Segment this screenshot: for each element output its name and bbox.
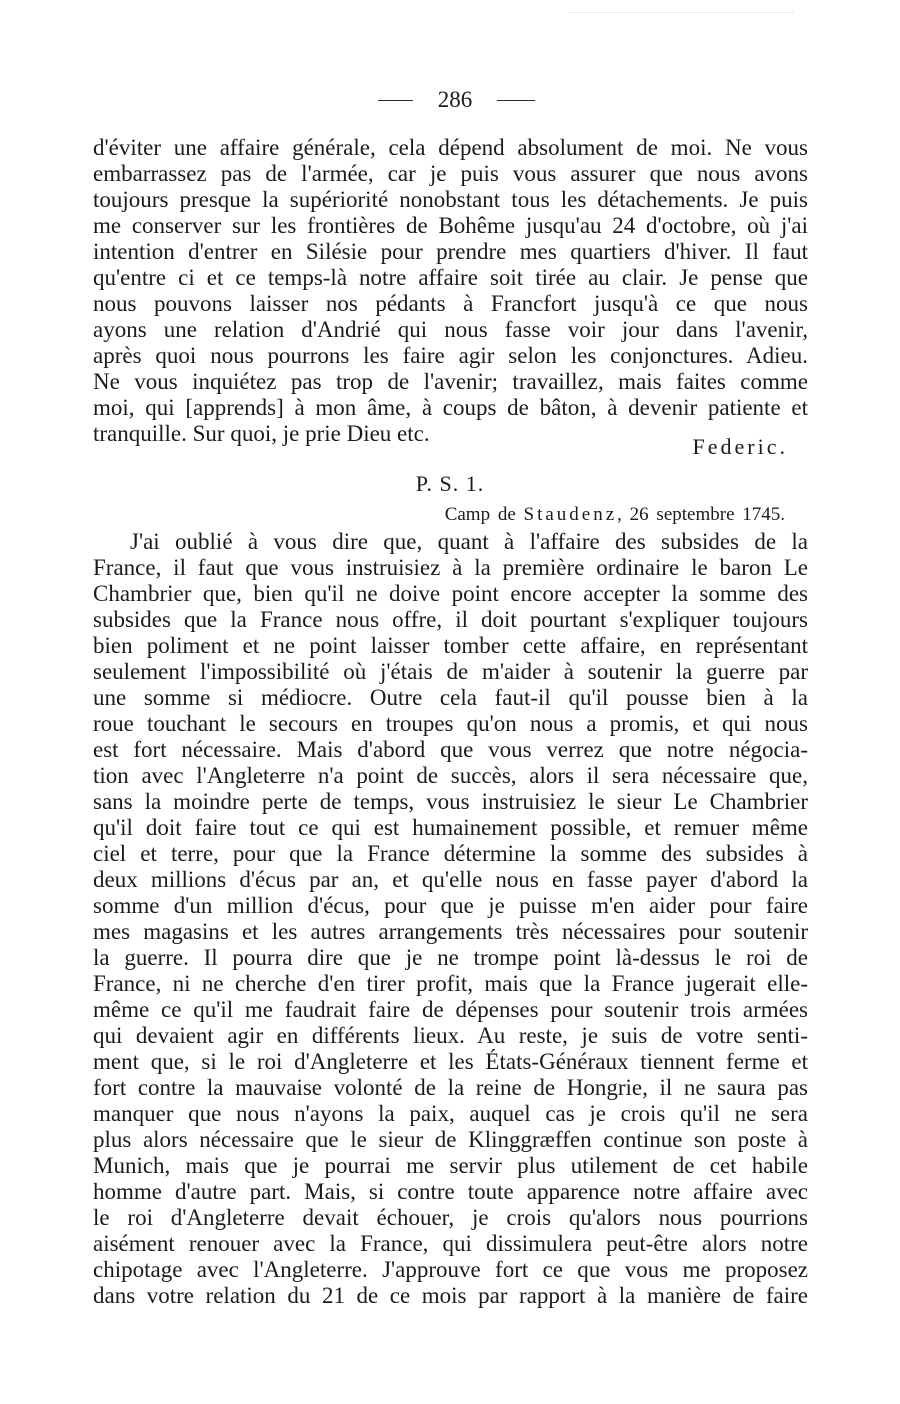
text-line: qu'entre ci et ce temps-là notre affaire soit tirée au clair. Je pense que: [93, 265, 808, 290]
text-line: bien poliment et ne point laisser tomber cette affaire, en représentant: [93, 633, 808, 658]
text-line: fort contre la mauvaise volonté de la reine de Hongrie, il ne saura pas: [93, 1075, 808, 1100]
text-line: Ne vous inquiétez pas trop de l'avenir; travaillez, mais faites comme: [93, 369, 808, 394]
text-line: deux millions d'écus par an, et qu'elle nous en fasse payer d'abord la: [93, 867, 808, 892]
text-line: dans votre relation du 21 de ce mois par rapport à la manière de faire: [93, 1283, 808, 1308]
postscript-body: [93, 529, 808, 1309]
text-line: manquer que nous n'ayons la paix, auquel cas je crois qu'il ne sera: [93, 1101, 808, 1126]
text-line: homme d'autre part. Mais, si contre toute apparence notre affaire avec: [93, 1179, 808, 1204]
signature: Federic.: [692, 434, 788, 459]
text-line: roue touchant le secours en troupes qu'on nous a promis, et qui nous: [93, 711, 808, 736]
text-line: somme d'un million d'écus, pour que je puisse m'en aider pour faire: [93, 893, 808, 918]
text-line: subsides que la France nous offre, il doit pourtant s'expliquer toujours: [93, 607, 808, 632]
text-line: embarrassez pas de l'armée, car je puis vous assurer que nous avons: [93, 161, 808, 186]
text-line: tion avec l'Angleterre n'a point de succès, alors il sera nécessaire que,: [93, 763, 808, 788]
text-line: la guerre. Il pourra dire que je ne trompe point là-dessus le roi de: [93, 945, 808, 970]
text-line: France, ni ne cherche d'en tirer profit, mais que la France jugerait elle-: [93, 971, 808, 996]
text-line: qui devaient agir en différents lieux. Au reste, je suis de votre senti-: [93, 1023, 808, 1048]
text-line: moi, qui [apprends] à mon âme, à coups de bâton, à devenir patiente et: [93, 395, 808, 420]
text-line: seulement l'impossibilité où j'étais de m'aider à soutenir la guerre par: [93, 659, 808, 684]
text-line: ment que, si le roi d'Angleterre et les États-Généraux tiennent ferme et: [93, 1049, 808, 1074]
header-rule-right: [497, 100, 535, 101]
text-line: toujours presque la supériorité nonobstant tous les détachements. Je puis: [93, 187, 808, 212]
scan-edge-mark: [568, 12, 793, 13]
text-line: qu'il doit faire tout ce qui est humainement possible, et remuer même: [93, 815, 808, 840]
page-number: 286: [437, 87, 473, 112]
letter-body-paragraph: [93, 135, 808, 447]
text-line: même ce qu'il me faudrait faire de dépenses pour soutenir trois armées: [93, 997, 808, 1022]
text-line: mes magasins et les autres arrangements très nécessaires pour soutenir: [93, 919, 808, 944]
dateline-prefix: Camp de: [444, 504, 524, 525]
text-line: plus alors nécessaire que le sieur de Klinggræffen continue son poste à: [93, 1127, 808, 1152]
text-line: intention d'entrer en Silésie pour prendre mes quartiers d'hiver. Il faut: [93, 239, 808, 264]
text-line: est fort nécessaire. Mais d'abord que vous verrez que notre négocia-: [93, 737, 808, 762]
text-line: Munich, mais que je pourrai me servir plus utilement de cet habile: [93, 1153, 808, 1178]
text-line: me conserver sur les frontières de Bohême jusqu'au 24 d'octobre, où j'ai: [93, 213, 808, 238]
postscript-dateline: [445, 504, 785, 526]
text-line: une somme si médiocre. Outre cela faut-il qu'il pousse bien à la: [93, 685, 808, 710]
text-line: France, il faut que vous instruisiez à la première ordinaire le baron Le: [93, 555, 808, 580]
text-line: après quoi nous pourrons les faire agir selon les conjonctures. Adieu.: [93, 343, 808, 368]
text-line: aisément renouer avec la France, qui dissimulera peut-être alors notre: [93, 1231, 808, 1256]
text-line: J'ai oublié à vous dire que, quant à l'affaire des subsides de la: [130, 529, 808, 554]
postscript-heading: P. S. 1.: [415, 471, 485, 496]
dateline-place: Staudenz: [523, 504, 618, 525]
text-line: sans la moindre perte de temps, vous instruisiez le sieur Le Chambrier: [93, 789, 808, 814]
text-line: tranquille. Sur quoi, je prie Dieu etc.: [93, 421, 430, 446]
text-line: ayons une relation d'Andrié qui nous fasse voir jour dans l'avenir,: [93, 317, 808, 342]
text-line: d'éviter une affaire générale, cela dépend absolument de moi. Ne vous: [93, 135, 808, 160]
text-line: chipotage avec l'Angleterre. J'approuve fort ce que vous me proposez: [93, 1257, 808, 1282]
text-line: nous pouvons laisser nos pédants à Francfort jusqu'à ce que nous: [93, 291, 808, 316]
text-line: ciel et terre, pour que la France détermine la somme des subsides à: [93, 841, 808, 866]
text-line: Chambrier que, bien qu'il ne doive point encore accepter la somme des: [93, 581, 808, 606]
dateline-suffix: , 26 septembre 1745.: [617, 504, 785, 525]
text-line: le roi d'Angleterre devait échouer, je crois qu'alors nous pourrions: [93, 1205, 808, 1230]
